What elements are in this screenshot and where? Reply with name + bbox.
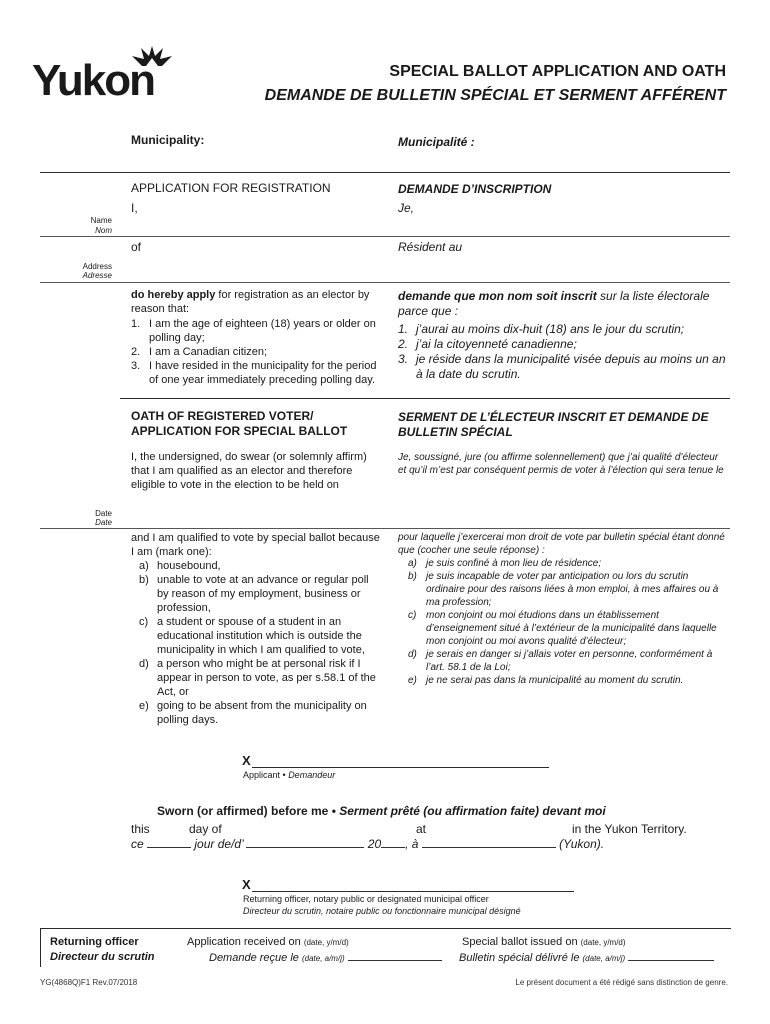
sworn-day-of: day of (189, 822, 222, 836)
gender-notice: Le présent document a été rédigé sans distinction de genre. (515, 978, 728, 987)
applicant-signature-x: X (242, 753, 251, 768)
application-heading-fr: DEMANDE D’INSCRIPTION (398, 182, 552, 196)
list-item (398, 322, 728, 337)
received-fmt-en: (date, y/m/d) (303, 938, 349, 947)
apply-bold-en: do hereby apply (131, 289, 216, 301)
qualify-text-en: and I am qualified to vote by special ballot because I am (mark one): (131, 532, 380, 558)
address-label-en: Address (82, 262, 112, 271)
officer-label-en: Returning officer, notary public or designated municipal officer (243, 894, 489, 904)
list-item-number: 3. (131, 360, 141, 372)
issued-en: Special ballot issued on (462, 936, 578, 948)
sworn-at: at (416, 822, 427, 836)
list-item-text: unable to vote at an advance or regular poll by reason of my employment, business or profession, (157, 574, 369, 614)
applicant-label-sep: • (280, 770, 289, 780)
oath-text-fr: Je, soussigné, jure (ou affirme solennellement) que j’ai qualité d’électeur et qu’il m’est par conséquent permis de voter à l’élection qui sera tenue le (398, 452, 724, 476)
list-item (398, 352, 728, 382)
list-item-number: 1. (131, 318, 141, 330)
list-item (131, 317, 381, 345)
reasons-list-en (131, 317, 381, 387)
i-label-fr: Je, (398, 201, 415, 215)
list-item-text: I am the age of eighteen (18) years or older on polling day; (149, 318, 376, 344)
received-label-fr (209, 950, 442, 965)
sworn-territory: in the Yukon Territory. (572, 822, 687, 836)
ro-label-en: Returning officer (50, 936, 139, 948)
list-item-number: d) (139, 658, 149, 670)
year-field[interactable] (381, 837, 405, 848)
list-item-text: housebound, (157, 560, 221, 572)
title-en: SPECIAL BALLOT APPLICATION AND OATH (389, 63, 726, 80)
date-label-en: Date (95, 509, 112, 518)
list-item (398, 337, 728, 352)
list-item-number: c) (139, 616, 149, 628)
name-field[interactable] (40, 236, 730, 237)
list-item-text: je réside dans la municipalité visée depuis au moins un an à la date du scrutin. (416, 352, 726, 381)
list-item (408, 674, 728, 687)
issued-date-field[interactable] (628, 950, 714, 961)
list-item-text: a student or spouse of a student in an educational institution which is outside the municipality in which I am qualified to vote, (157, 616, 365, 656)
place-field[interactable] (422, 837, 556, 848)
logo-wordmark: Yukon (32, 56, 155, 105)
list-item-number: e) (408, 675, 417, 686)
date-field[interactable] (40, 528, 730, 529)
sworn-en: Sworn (or affirmed) before me (157, 804, 329, 818)
list-item-number: 3. (398, 352, 409, 366)
list-item-number: d) (408, 649, 417, 660)
applicant-label-en: Applicant (243, 770, 281, 780)
form-id: YG(4868Q)F1 Rev.07/2018 (40, 978, 138, 987)
list-item (131, 345, 381, 359)
qualify-block-fr (398, 531, 728, 687)
qualify-text-fr: pour laquelle j’exercerai mon droit de vote par bulletin spécial étant donné que (cocher une seule réponse) : (398, 532, 725, 556)
issued-label-en (462, 935, 626, 949)
received-fr: Demande reçue le (209, 952, 299, 964)
list-item-text: je serais en danger si j’allais voter en personne, conformément à l’art. 58.1 de la Loi; (426, 649, 713, 673)
list-item-text: going to be absent from the municipality on polling days. (157, 700, 367, 726)
name-label-en: Name (90, 216, 112, 225)
issued-fr: Bulletin spécial délivré le (459, 952, 580, 964)
received-label-en (187, 935, 349, 949)
list-item-text: j’aurai au moins dix-huit (18) ans le jour du scrutin; (416, 322, 685, 336)
oath-heading-en: OATH OF REGISTERED VOTER/ APPLICATION FOR SPECIAL BALLOT (131, 409, 348, 438)
apply-sentence-en (131, 288, 381, 316)
list-item-text: je suis incapable de voter par anticipation ou lors du scrutin ordinaire pour des raisons liées à mon emploi, à mes affaires ou à ma profession; (426, 571, 719, 608)
divider (120, 398, 730, 399)
list-item-text: je ne serai pas dans la municipalité au moment du scrutin. (426, 675, 684, 686)
applicant-label-fr: Demandeur (288, 770, 336, 780)
sworn-ce: ce (131, 837, 144, 851)
list-item-text: I have resided in the municipality for the period of one year immediately preceding polling day. (149, 360, 377, 386)
list-item (139, 657, 383, 699)
address-field[interactable] (40, 282, 730, 283)
options-list-fr (398, 557, 728, 687)
sworn-fr-line: ce jour de/d’ 20 , à (Yukon). (131, 837, 605, 851)
list-item-text: j’ai la citoyenneté canadienne; (416, 337, 577, 351)
of-label-en: of (131, 240, 142, 254)
title-fr: DEMANDE DE BULLETIN SPÉCIAL ET SERMENT AFFÉRENT (264, 87, 726, 104)
list-item-number: a) (139, 560, 149, 572)
received-en: Application received on (187, 936, 301, 948)
list-item (408, 609, 728, 648)
issued-fmt-fr: (date, a/m/j) (582, 954, 626, 963)
apply-block-en (131, 288, 381, 387)
list-item-number: b) (408, 571, 417, 582)
municipality-label-fr: Municipalité : (398, 135, 475, 149)
apply-rest-fr: sur la liste électorale parce que : (398, 289, 710, 318)
reasons-list-fr (398, 322, 728, 382)
applicant-signature-line[interactable] (252, 767, 549, 768)
list-item-text: I am a Canadian citizen; (149, 346, 268, 358)
issued-fmt-en: (date, y/m/d) (580, 938, 626, 947)
apply-sentence-fr (398, 289, 728, 319)
sworn-sep: • (328, 804, 340, 818)
qualify-block-en (131, 531, 383, 727)
list-item (139, 699, 383, 727)
list-item-number: 2. (398, 337, 409, 351)
issued-label-fr (459, 950, 714, 965)
application-heading-en: APPLICATION FOR REGISTRATION (131, 181, 331, 195)
divider (40, 172, 730, 173)
ro-label-fr: Directeur du scrutin (50, 951, 155, 963)
officer-signature-x: X (242, 877, 251, 892)
officer-signature-line[interactable] (252, 891, 574, 892)
received-fmt-fr: (date, a/m/j) (301, 954, 345, 963)
apply-block-fr (398, 289, 728, 382)
sworn-heading (157, 804, 606, 819)
list-item-text: a person who might be at personal risk if I appear in person to vote, as per s.58.1 of the Act, or (157, 658, 376, 698)
sworn-this: this (131, 822, 150, 836)
list-item-number: c) (408, 610, 417, 621)
list-item-number: 2. (131, 346, 141, 358)
list-item (139, 615, 383, 657)
oath-text-en: I, the undersigned, do swear (or solemnly affirm) that I am qualified as an elector and therefore eligible to vote in the election to be held on (131, 451, 367, 491)
address-label-fr: Adresse (82, 271, 112, 280)
municipality-label-en: Municipality: (131, 133, 205, 147)
oath-heading-fr: SERMENT DE L’ÉLECTEUR INSCRIT ET DEMANDE DE BULLETIN SPÉCIAL (398, 410, 709, 439)
yukon-logo (32, 44, 174, 106)
sworn-year: 20 (367, 837, 382, 851)
received-date-field[interactable] (348, 950, 442, 961)
list-item (131, 359, 381, 387)
list-item-number: a) (408, 558, 417, 569)
office-use-box (40, 928, 731, 967)
apply-bold-fr: demande que mon nom soit inscrit (398, 289, 597, 303)
list-item (408, 570, 728, 609)
date-label-fr: Date (95, 518, 112, 527)
list-item-number: 1. (398, 322, 409, 336)
sworn-a: à (411, 837, 419, 851)
list-item (139, 573, 383, 615)
apply-rest-en: for registration as an elector by reason that: (131, 289, 370, 315)
applicant-label (243, 770, 335, 781)
list-item-text: mon conjoint ou moi étudions dans un établissement d’enseignement situé à l’extérieur de la municipalité dans laquelle mon conjoint ou moi avons qualité d’électeur; (426, 610, 717, 647)
list-item (139, 559, 383, 573)
list-item (408, 648, 728, 674)
officer-label-fr: Directeur du scrutin, notaire public ou fonctionnaire municipal désigné (243, 906, 521, 916)
month-field[interactable] (246, 837, 364, 848)
sworn-fr: Serment prêté (ou affirmation faite) devant moi (339, 804, 606, 818)
name-label-fr: Nom (95, 226, 112, 235)
of-label-fr: Résident au (398, 240, 463, 254)
list-item-number: b) (139, 574, 149, 586)
sworn-jour: jour de/d’ (194, 837, 244, 851)
options-list-en (131, 559, 383, 727)
list-item-text: je suis confiné à mon lieu de résidence; (426, 558, 602, 569)
list-item-number: e) (139, 700, 149, 712)
day-field[interactable] (147, 837, 191, 848)
list-item (408, 557, 728, 570)
i-label-en: I, (131, 201, 138, 215)
sworn-yukon-fr: (Yukon). (559, 837, 605, 851)
